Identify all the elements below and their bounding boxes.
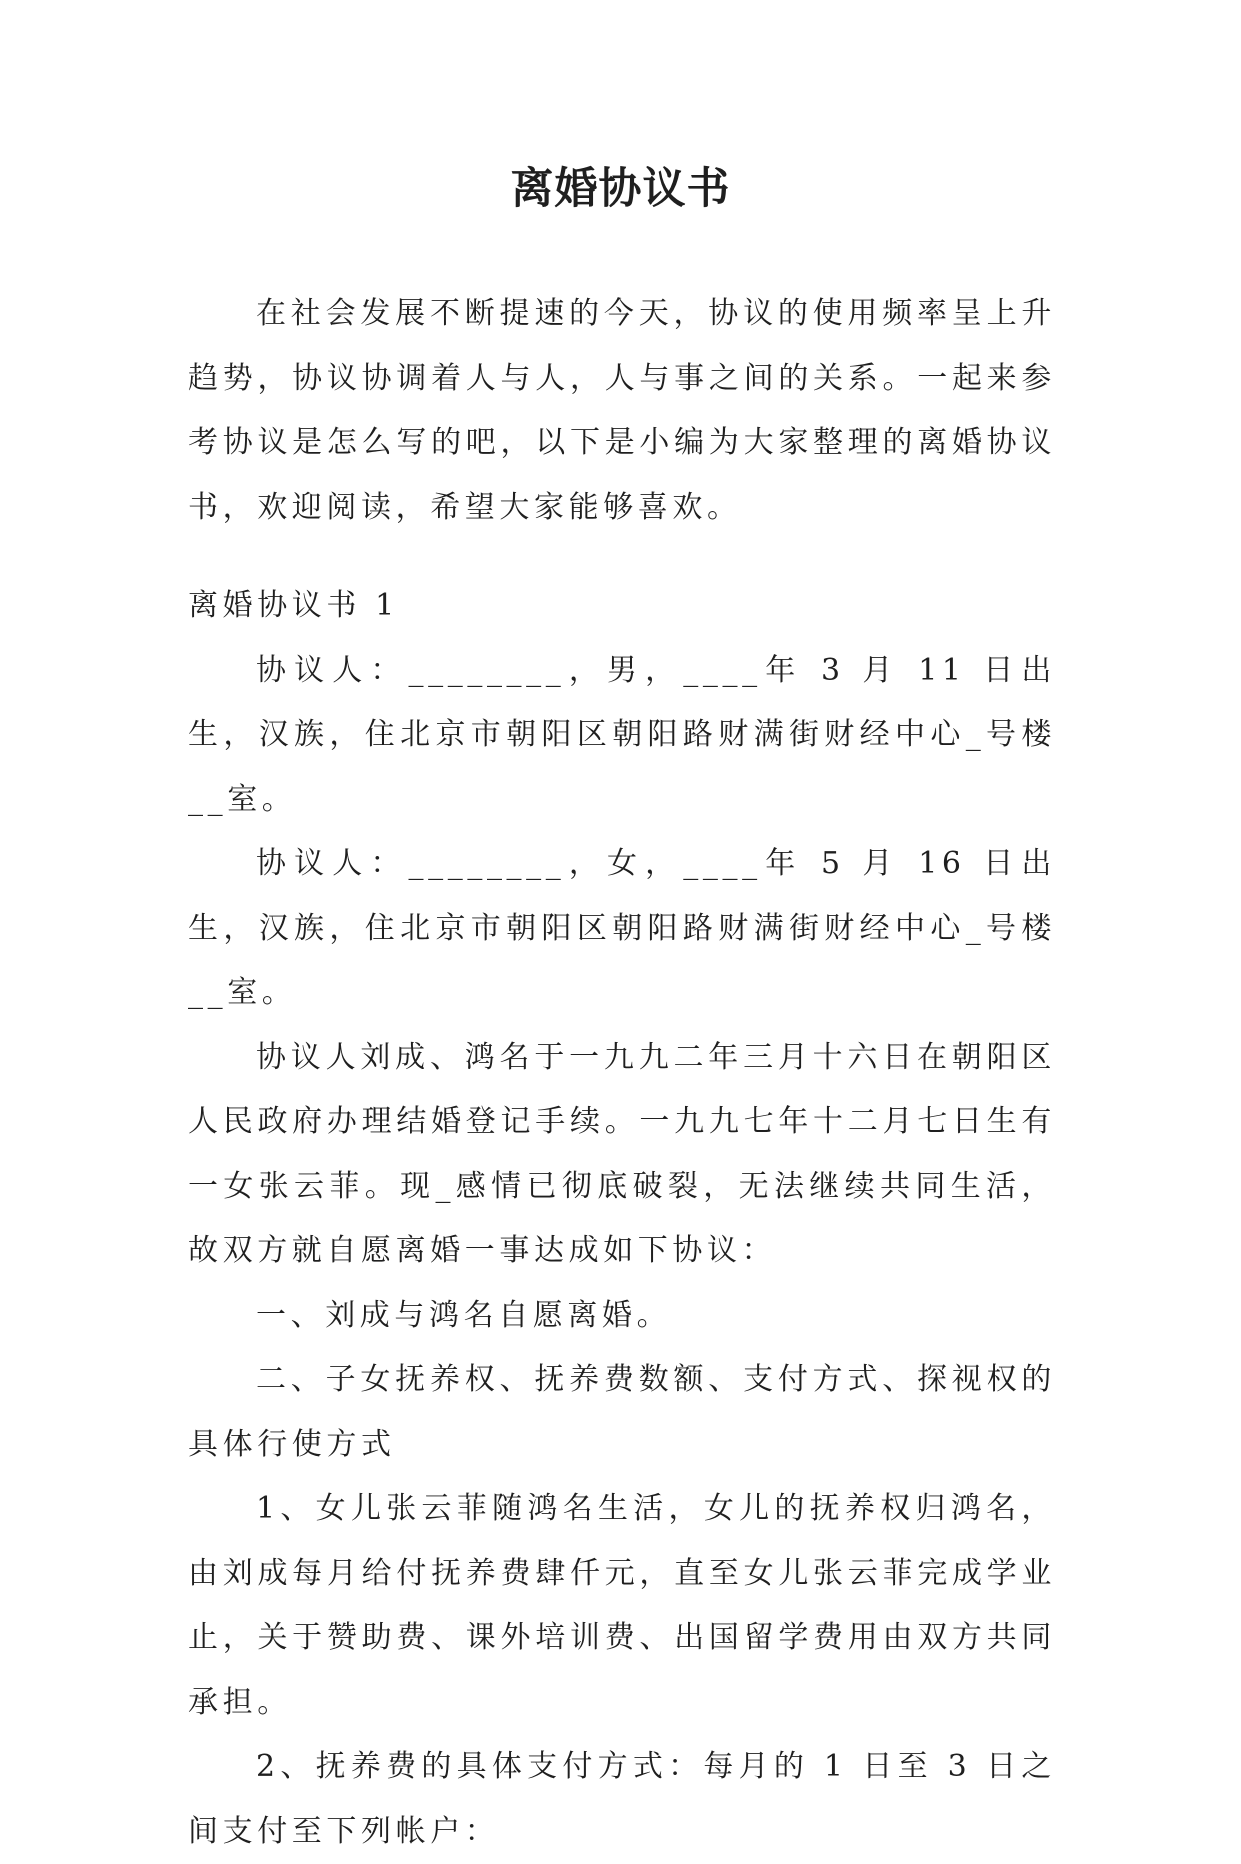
clause-two-paragraph: 二、子女抚养权、抚养费数额、支付方式、探视权的具体行使方式 bbox=[188, 1362, 1056, 1462]
custody-paragraph: 1、女儿张云菲随鸿名生活，女儿的抚养权归鸿名，由刘成每月给付抚养费肆仟元，直至女儿张云菲完成学业止，关于赞助费、课外培训费、出国留学费用由双方共同承担。 bbox=[188, 1491, 1056, 1720]
intro-paragraph: 在社会发展不断提速的今天，协议的使用频率呈上升趋势，协议协调着人与人，人与事之间的关系。一起来参考协议是怎么写的吧，以下是小编为大家整理的离婚协议书，欢迎阅读，希望大家能够喜欢。 bbox=[188, 296, 1056, 525]
section-heading: 离婚协议书 1 bbox=[188, 588, 399, 623]
party-two-paragraph: 协议人：________，女，____年 5 月 16 日出生，汉族，住北京市朝阳区朝阳路财满街财经中心_号楼__室。 bbox=[188, 846, 1056, 1010]
document-title: 离婚协议书 bbox=[510, 164, 731, 214]
marriage-facts-paragraph: 协议人刘成、鸿名于一九九二年三月十六日在朝阳区人民政府办理结婚登记手续。一九九七年十二月七日生有一女张云菲。现_感情已彻底破裂，无法继续共同生活，故双方就自愿离婚一事达成如下协议： bbox=[188, 1039, 1056, 1268]
clause-one-paragraph: 一、刘成与鸿名自愿离婚。 bbox=[256, 1297, 672, 1333]
intro-block bbox=[188, 282, 1056, 540]
payment-method-paragraph: 2、抚养费的具体支付方式：每月的 1 日至 3 日之间支付至下列帐户： bbox=[188, 1749, 1056, 1849]
party-one-paragraph: 协议人：________，男，____年 3 月 11 日出生，汉族，住北京市朝阳区朝阳路财满街财经中心_号楼__室。 bbox=[188, 652, 1056, 817]
agreement-body bbox=[188, 574, 1056, 1864]
